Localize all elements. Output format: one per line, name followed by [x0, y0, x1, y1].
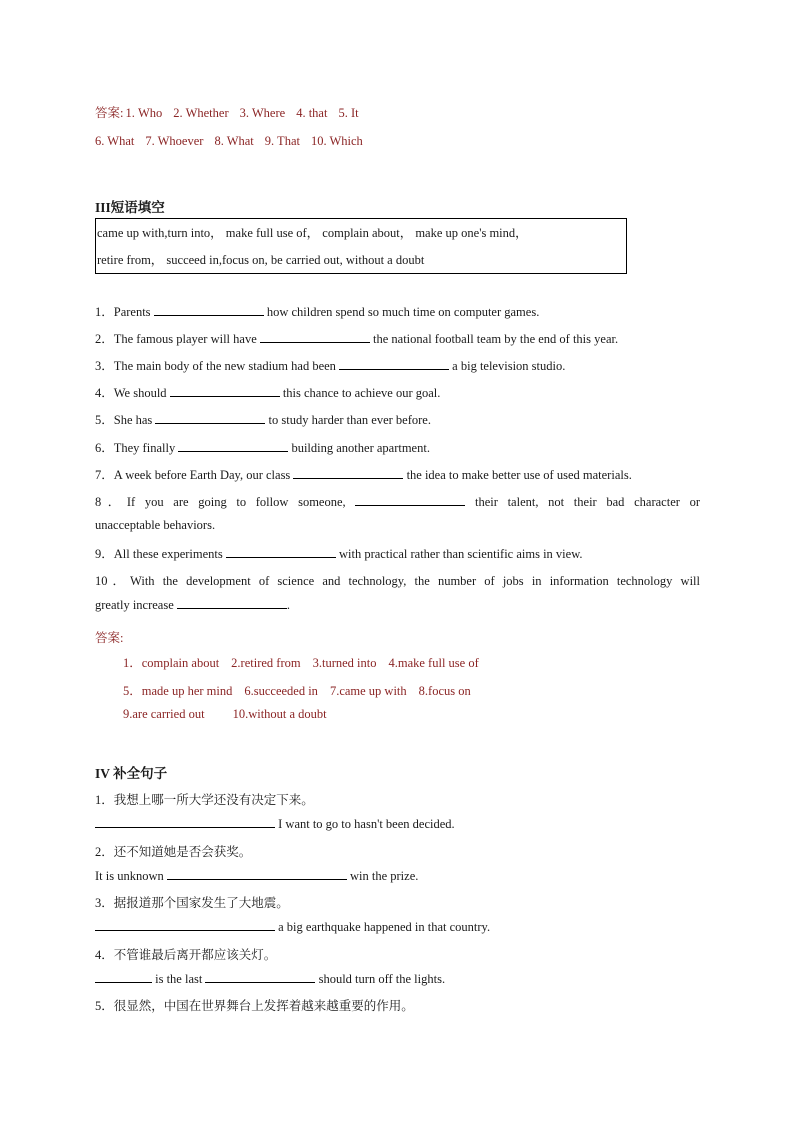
question-8: 8．If you are going to follow someone, their talent, not their bad character or — [95, 495, 700, 509]
answer-blank[interactable] — [167, 868, 347, 880]
answer-item: 2. Whether — [173, 106, 229, 120]
answer-blank[interactable] — [226, 546, 336, 558]
answer-blank[interactable] — [339, 358, 449, 370]
answer-blank[interactable] — [177, 597, 287, 609]
question-3: 3．The main body of the new stadium had been a big television studio. — [95, 359, 566, 373]
answers-label-3: 答案: — [95, 631, 124, 645]
answer-blank[interactable] — [178, 440, 288, 452]
sentence-4-chinese: 4．不管谁最后离开都应该关灯。 — [95, 948, 277, 962]
question-2: 2．The famous player will have the national football team by the end of this year. — [95, 332, 619, 346]
answer-item: 7. Whoever — [145, 134, 204, 148]
answer-item: 5. It — [338, 106, 359, 120]
answer-blank[interactable] — [170, 385, 280, 397]
answer-item: 6. What — [95, 134, 135, 148]
phrase-box-row-1: came up with,turn into， make full use of， complain about， make up one's mind， — [97, 226, 528, 240]
answer-blank[interactable] — [293, 467, 403, 479]
answer-blank[interactable] — [205, 971, 315, 983]
question-9: 9．All these experiments with practical rather than scientific aims in view. — [95, 547, 583, 561]
answer-blank[interactable] — [260, 331, 370, 343]
sentence-1-chinese: 1．我想上哪一所大学还没有决定下来。 — [95, 793, 314, 807]
sentence-4-english: is the last should turn off the lights. — [95, 971, 445, 987]
answers-3-row-1: 1．complain about 2.retired from 3.turned into 4.make full use of — [123, 656, 479, 670]
phrase-box-row-2: retire from， succeed in,focus on, be carried out, without a doubt — [97, 253, 425, 267]
answer-item: 4. that — [296, 106, 328, 120]
question-10-continued: greatly increase . — [95, 598, 291, 612]
answer-blank[interactable] — [95, 919, 275, 931]
answer-blank[interactable] — [355, 494, 465, 506]
sentence-3-chinese: 3．据报道那个国家发生了大地震。 — [95, 896, 289, 910]
sentence-5-chinese: 5．很显然，中国在世界舞台上发挥着越来越重要的作用。 — [95, 999, 414, 1013]
answer-item: 8. What — [214, 134, 254, 148]
sentence-3-english: a big earthquake happened in that country. — [95, 919, 490, 935]
answer-item: 1. Who — [125, 106, 163, 120]
answer-item: 9. That — [264, 134, 300, 148]
answers-3-row-3: 9.are carried out 10.without a doubt — [123, 707, 327, 721]
answers-row-1 — [95, 103, 370, 121]
sentence-2-english: It is unknown win the prize. — [95, 869, 419, 883]
question-5: 5．She has to study harder than ever before. — [95, 413, 431, 427]
question-4: 4．We should this chance to achieve our goal. — [95, 386, 441, 400]
question-6: 6．They finally building another apartment. — [95, 441, 430, 455]
sentence-1-english: I want to go to hasn't been decided. — [95, 816, 455, 832]
answer-blank[interactable] — [154, 304, 264, 316]
question-1: 1．Parents how children spend so much time on computer games. — [95, 305, 540, 319]
section-3-title: III短语填空 — [95, 200, 165, 215]
answer-label: 答案: — [95, 106, 124, 120]
answers-row-2 — [95, 134, 374, 149]
question-8-continued: unacceptable behaviors. — [95, 518, 216, 532]
question-7: 7．A week before Earth Day, our class the idea to make better use of used materials. — [95, 468, 632, 482]
answer-item: 3. Where — [239, 106, 286, 120]
question-10: 10．With the development of science and technology, the number of jobs in information technology will — [95, 574, 700, 588]
phrase-box — [95, 218, 627, 274]
sentence-2-chinese: 2．还不知道她是否会获奖。 — [95, 845, 252, 859]
answers-3-row-2: 5．made up her mind 6.succeeded in 7.came up with 8.focus on — [123, 684, 471, 698]
answer-blank[interactable] — [95, 971, 152, 983]
answer-blank[interactable] — [95, 816, 275, 828]
section-4-title: IV 补全句子 — [95, 766, 168, 781]
answer-blank[interactable] — [155, 412, 265, 424]
answer-item: 10. Which — [310, 134, 363, 148]
